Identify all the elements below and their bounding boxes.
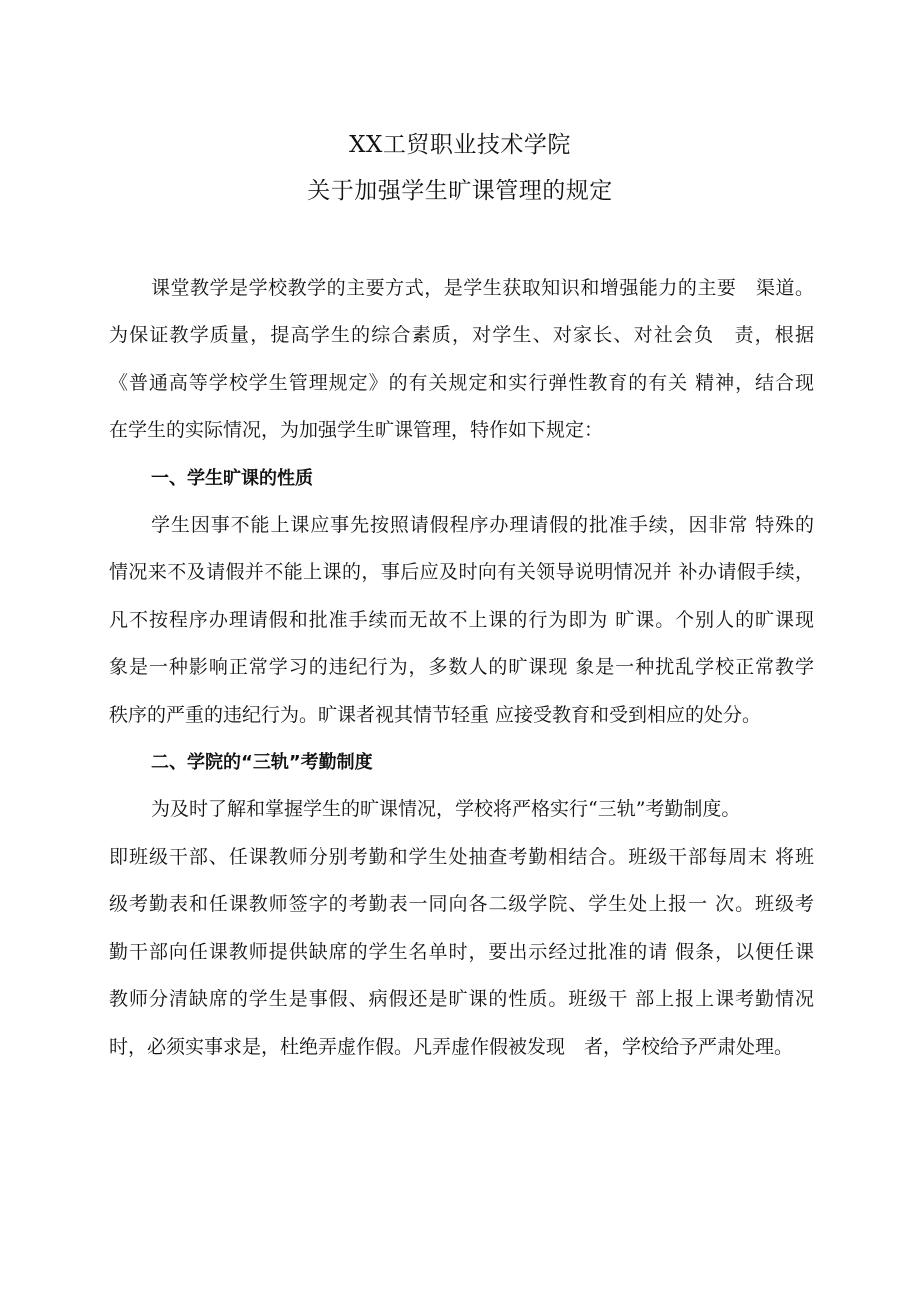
section-2-paragraph <box>109 786 814 1070</box>
section-2-line: 即班级干部、任课教师分别考勤和学生处抽查考勤相结合。班级干部每周末 将班 <box>109 845 814 868</box>
intro-line: 《普通高等学校学生管理规定》的有关规定和实行弹性教育的有关 精神，结合现 <box>109 371 814 394</box>
intro-line: 为保证教学质量，提高学生的综合素质，对学生、对家长、对社会负 责，根据 <box>109 324 814 347</box>
document-title <box>0 122 920 214</box>
section-1-line: 情况来不及请假并不能上课的，事后应及时向有关领导说明情况并 补办请假手续， <box>109 561 814 584</box>
intro-line: 在学生的实际情况，为加强学生旷课管理，特作如下规定： <box>109 419 604 442</box>
section-2-line: 级考勤表和任课教师签字的考勤表一同向各二级学院、学生处上报一 次。班级考 <box>109 893 814 916</box>
section-2-line: 教师分清缺席的学生是事假、病假还是旷课的性质。班级干 部上报上课考勤情况 <box>109 988 814 1011</box>
document-body <box>109 265 814 1071</box>
section-1-paragraph <box>109 502 814 739</box>
section-1-line: 学生因事不能上课应事先按照请假程序办理请假的批准手续，因非常 特殊的 <box>151 514 814 537</box>
section-1-line: 象是一种影响正常学习的违纪行为，多数人的旷课现 象是一种扰乱学校正常教学 <box>109 656 814 679</box>
section-2-heading: 二、学院的“三轨”考勤制度 <box>151 752 373 774</box>
section-1-line: 秩序的严重的违纪行为。旷课者视其情节轻重 应接受教育和受到相应的处分。 <box>109 703 762 726</box>
regulation-title: 关于加强学生旷课管理的规定 <box>307 178 613 204</box>
section-2-line: 勤干部向任课教师提供缺席的学生名单时，要出示经过批准的请 假条，以便任课 <box>109 940 814 963</box>
section-1-heading: 一、学生旷课的性质 <box>151 467 313 489</box>
section-2-line: 为及时了解和掌握学生的旷课情况，学校将严格实行“三轨”考勤制度。 <box>151 798 741 821</box>
intro-paragraph <box>109 265 814 455</box>
section-2-line: 时，必须实事求是，杜绝弄虚作假。凡弄虚作假被发现 者，学校给予严肃处理。 <box>109 1035 794 1058</box>
intro-line: 课堂教学是学校教学的主要方式，是学生获取知识和增强能力的主要 渠道。 <box>151 277 814 299</box>
section-1-line: 凡不按程序办理请假和批准手续而无故不上课的行为即为 旷课。个别人的旷课现 <box>109 608 814 631</box>
institution-name: XX工贸职业技术学院 <box>349 132 571 158</box>
